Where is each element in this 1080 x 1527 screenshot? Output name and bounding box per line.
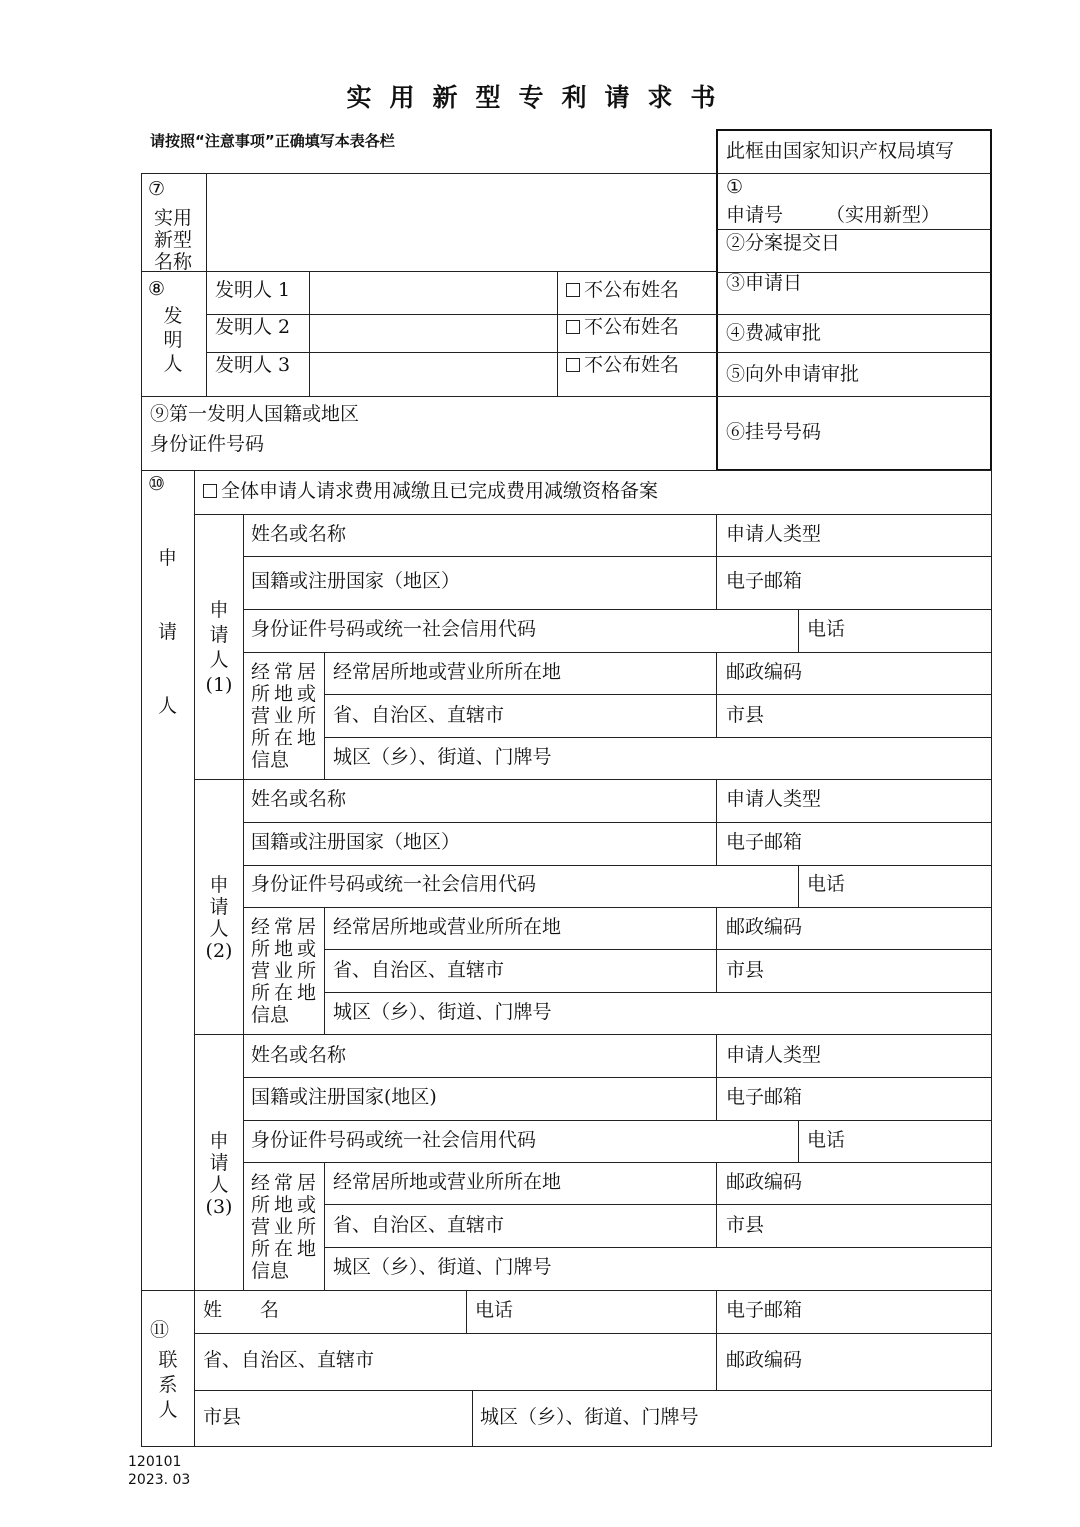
applicant-3-email-label: 电子邮箱 [726,1086,803,1108]
applicant-section-label-2: 请 [158,621,178,643]
row-divider [206,314,717,315]
applicant-2-id-label: 身份证件号码或统一社会信用代码 [251,873,537,895]
applicant-1-residence-label: 经常居 所地或 营业所 所在地 信息 [251,661,316,771]
fill-notice: 请按照“注意事项”正确填写本表各栏 [150,132,395,150]
col-divider [798,865,799,907]
residence-divider [324,907,325,1034]
office-use-box [716,129,992,471]
office-divider [717,229,991,230]
checkbox-icon [566,283,580,297]
applicant-1-city-label: 市县 [726,704,765,726]
office-field-foreign-filing: ⑤向外申请审批 [726,363,860,385]
applicant-section-label-3: 人 [158,695,178,717]
applicant-1-nationality-label: 国籍或注册国家（地区） [251,570,461,592]
applicant-3-phone-label: 电话 [807,1129,846,1151]
col-divider [472,1390,473,1446]
applicant-1-postcode-label: 邮政编码 [726,661,803,683]
row-divider [194,1034,992,1035]
form-version-date: 2023. 03 [128,1472,191,1488]
contact-name-label: 姓 名 [203,1299,280,1321]
applicant-2-province-label: 省、自治区、直辖市 [333,959,505,981]
checkbox-icon [566,320,580,334]
row-divider [141,1290,992,1291]
col-divider [716,514,717,609]
col-divider [798,1120,799,1162]
applicant-3-residence-label: 经常居 所地或 营业所 所在地 信息 [251,1172,316,1282]
applicant-section-mark: ⑩ [148,473,166,495]
applicant-inner-divider [243,514,244,779]
applicant-3-nationality-label: 国籍或注册国家(地区) [251,1086,437,1108]
inventor-option-divider [557,271,558,397]
office-field-application-number: 申请号 [726,204,784,226]
row-divider [243,652,992,653]
applicant-3-street-label: 城区（乡）、街道、门牌号 [333,1256,552,1278]
row-divider [324,949,992,950]
row-divider [141,470,992,471]
row-divider [324,737,992,738]
utility-model-name-field[interactable] [210,178,710,266]
applicant-2-type-label: 申请人类型 [726,788,822,810]
inventor-3-name-field[interactable] [313,355,553,393]
applicant-1-id-label: 身份证件号码或统一社会信用代码 [251,618,537,640]
applicant-2-nationality-label: 国籍或注册国家（地区） [251,831,461,853]
row-divider [243,609,992,610]
row-divider [324,1247,992,1248]
office-field-registration-number: ⑥挂号号码 [726,421,822,443]
contact-street-label: 城区（乡）、街道、门牌号 [480,1406,699,1428]
applicant-3-postcode-label: 邮政编码 [726,1171,803,1193]
inventor-2-hide-name-checkbox[interactable]: 不公布姓名 [566,317,679,339]
applicant-1-type-label: 申请人类型 [726,523,822,545]
applicant-1-email-label: 电子邮箱 [726,570,803,592]
name-section-mark: ⑦ [148,178,166,200]
col-divider [798,609,799,652]
row-divider [194,514,992,515]
inventor-3-hide-name-checkbox[interactable]: 不公布姓名 [566,355,679,377]
applicant-1-province-label: 省、自治区、直辖市 [333,704,505,726]
contact-email-label: 电子邮箱 [726,1299,803,1321]
inventor-section-label: 发 明 人 [163,305,183,375]
row-divider [243,822,992,823]
office-box-header: 此框由国家知识产权局填写 [726,140,955,162]
row-divider [324,694,992,695]
applicant-2-email-label: 电子邮箱 [726,831,803,853]
residence-divider [324,1162,325,1290]
col-divider [466,1290,467,1333]
row-divider [206,352,717,353]
applicant-2-name-label: 姓名或名称 [251,788,347,810]
inventor-2-label: 发明人 2 [215,316,291,338]
first-inventor-nationality-label: ⑨第一发明人国籍或地区 [150,403,360,425]
inventor-3-label: 发明人 3 [215,354,291,376]
applicant-1-name-label: 姓名或名称 [251,523,347,545]
inventor-label-divider [309,271,310,397]
form-code: 120101 [128,1454,182,1470]
office-field-1-mark: ① [726,176,744,198]
inventor-section-mark: ⑧ [148,278,166,300]
contact-postcode-label: 邮政编码 [726,1349,803,1371]
row-divider [243,556,992,557]
contact-section-mark: ⑪ [150,1319,170,1341]
row-divider [194,1333,992,1334]
checkbox-icon [566,358,580,372]
applicant-2-postcode-label: 邮政编码 [726,916,803,938]
office-field-division-date: ②分案提交日 [726,232,841,254]
first-inventor-id-label: 身份证件号码 [150,433,265,455]
office-divider [717,314,991,315]
residence-divider [324,652,325,779]
office-field-filing-date: ③申请日 [726,272,803,294]
fee-reduction-checkbox[interactable]: 全体申请人请求费用减缴且已完成费用减缴资格备案 [203,481,658,503]
office-divider [717,352,991,353]
inventor-1-hide-name-checkbox[interactable]: 不公布姓名 [566,280,679,302]
applicant-1-phone-label: 电话 [807,618,846,640]
applicant-section-label-1: 申 [158,547,178,569]
office-field-fee-reduction: ④费减审批 [726,322,822,344]
office-field-application-type: （实用新型） [826,204,941,226]
applicant-3-province-label: 省、自治区、直辖市 [333,1214,505,1236]
contact-province-label: 省、自治区、直辖市 [203,1349,375,1371]
applicant-3-city-label: 市县 [726,1214,765,1236]
applicant-2-residence-label: 经常居 所地或 营业所 所在地 信息 [251,916,316,1026]
row-divider [243,907,992,908]
row-divider [243,1120,992,1121]
applicant-2-city-label: 市县 [726,959,765,981]
checkbox-icon [203,484,217,498]
applicant-3-type-label: 申请人类型 [726,1044,822,1066]
row-divider [243,865,992,866]
applicant-1-street-label: 城区（乡）、街道、门牌号 [333,746,552,768]
applicant-1-address-label: 经常居所地或营业所所在地 [333,661,562,683]
row-divider [141,271,717,272]
inventor-2-name-field[interactable] [313,317,553,349]
contact-section-label: 联 系 人 [158,1349,178,1421]
row-divider [243,1077,992,1078]
applicant-3-address-label: 经常居所地或营业所所在地 [333,1171,562,1193]
form-title: 实用新型专利请求书 [346,83,734,112]
row-divider [243,1162,992,1163]
row-divider [194,779,992,780]
row-divider [324,1204,992,1205]
applicant-2-label: 申 请 人 (2) [205,874,233,962]
name-section-label: 实用 新型 名称 [153,207,192,273]
applicant-1-label: 申 请 人 (1) [205,599,233,696]
contact-phone-label: 电话 [475,1299,514,1321]
office-divider [717,396,991,397]
applicant-2-street-label: 城区（乡）、街道、门牌号 [333,1001,552,1023]
contact-city-label: 市县 [203,1406,242,1428]
applicant-2-address-label: 经常居所地或营业所所在地 [333,916,562,938]
inventor-1-name-field[interactable] [313,275,553,311]
applicant-3-name-label: 姓名或名称 [251,1044,347,1066]
applicant-3-id-label: 身份证件号码或统一社会信用代码 [251,1129,537,1151]
applicant-3-label: 申 请 人 (3) [205,1130,233,1218]
row-divider [324,992,992,993]
row-divider [141,396,717,397]
col-divider [716,1290,717,1390]
left-label-divider [206,173,207,397]
office-divider [717,173,991,174]
applicant-left-divider [194,470,195,1446]
row-divider [194,1390,992,1391]
applicant-2-phone-label: 电话 [807,873,846,895]
inventor-1-label: 发明人 1 [215,279,291,301]
